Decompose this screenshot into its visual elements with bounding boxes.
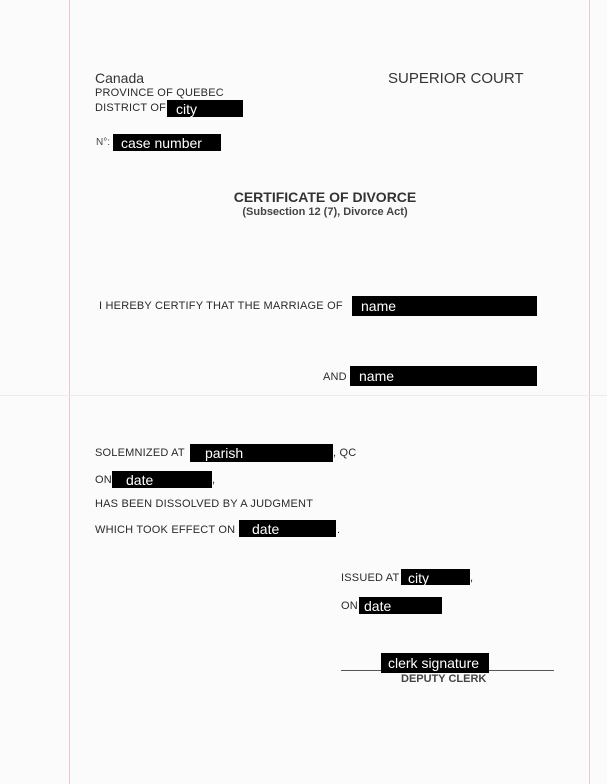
deputy-clerk-title: DEPUTY CLERK xyxy=(401,673,487,685)
certificate-subtitle: (Subsection 12 (7), Divorce Act) xyxy=(242,206,408,218)
parish-redaction: parish xyxy=(190,444,333,462)
effect-period: . xyxy=(337,524,341,536)
province-suffix: , QC xyxy=(333,447,357,459)
spouse2-redaction: name xyxy=(350,366,537,386)
province-label: PROVINCE OF QUEBEC xyxy=(95,87,224,99)
case-number-redaction: case number xyxy=(113,134,221,151)
left-margin-line xyxy=(69,0,70,784)
fold-line xyxy=(0,395,607,396)
marriage-date-comma: , xyxy=(212,474,216,486)
issued-on-label: ON xyxy=(341,600,358,612)
right-margin-line xyxy=(589,0,590,784)
certify-statement: I HEREBY CERTIFY THAT THE MARRIAGE OF xyxy=(99,300,343,312)
clerk-signature-redaction: clerk signature xyxy=(381,653,489,673)
country-label: Canada xyxy=(95,70,145,86)
certificate-title: CERTIFICATE OF DIVORCE xyxy=(233,189,417,205)
spouse1-redaction: name xyxy=(352,296,537,316)
effect-label: WHICH TOOK EFFECT ON xyxy=(95,524,236,536)
case-number-label: N°: xyxy=(96,137,110,148)
issued-date-redaction: date xyxy=(359,597,442,614)
issued-city-comma: , xyxy=(470,572,474,584)
issued-at-label: ISSUED AT xyxy=(341,572,400,584)
issued-city-redaction: city xyxy=(401,569,470,585)
court-name: SUPERIOR COURT xyxy=(388,70,524,87)
solemnized-label: SOLEMNIZED AT xyxy=(95,447,185,459)
marriage-date-redaction: date xyxy=(112,471,212,488)
district-label: DISTRICT OF xyxy=(95,102,167,114)
district-redaction: city xyxy=(167,100,243,117)
dissolved-statement: HAS BEEN DISSOLVED BY A JUDGMENT xyxy=(95,498,314,510)
and-label: AND xyxy=(323,371,347,383)
marriage-on-label: ON xyxy=(95,474,112,486)
judgment-date-redaction: date xyxy=(239,520,336,537)
